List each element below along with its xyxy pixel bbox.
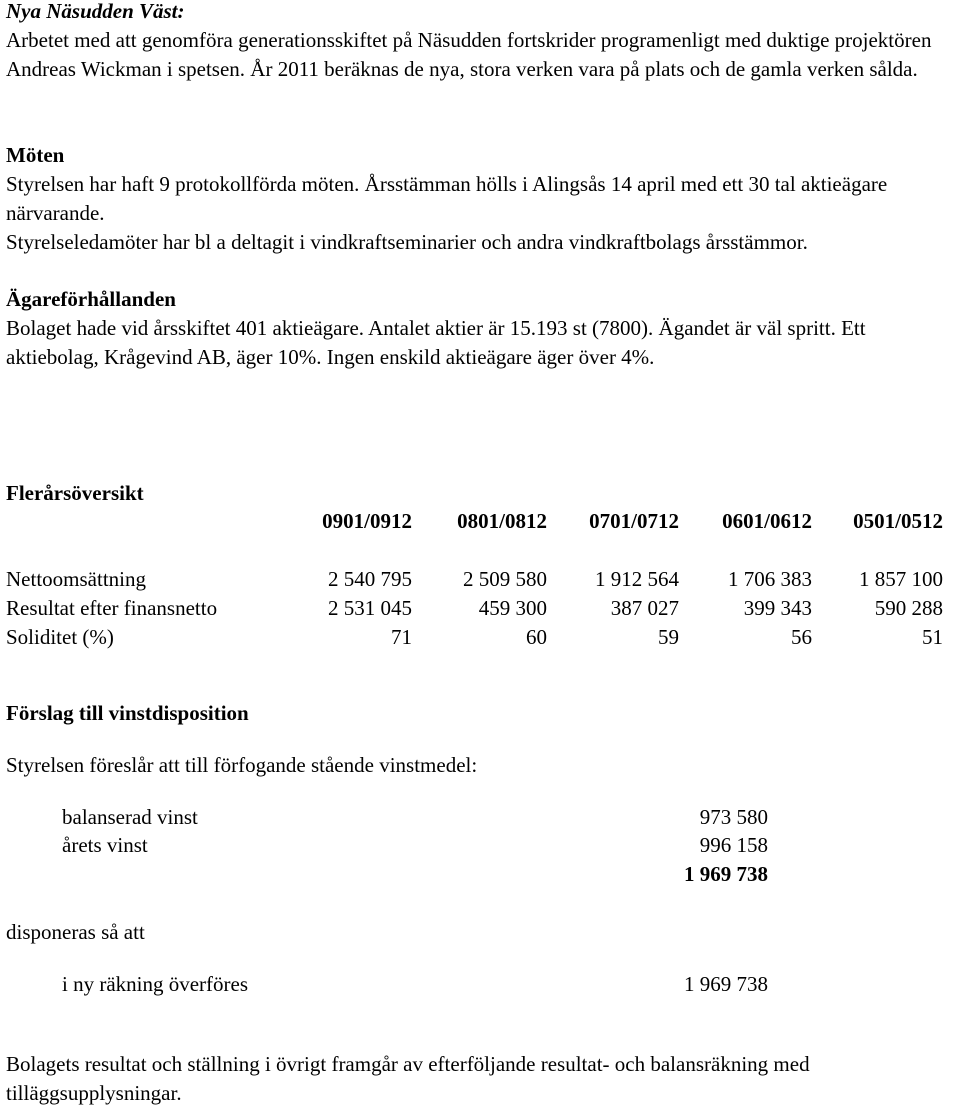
table-cell: 60 bbox=[526, 625, 547, 649]
closing-paragraph: Bolagets resultat och ställning i övrigt framgår av efterföljande resultat- och balansräkning med tilläggsupplysningar. bbox=[6, 1052, 810, 1105]
paragraph-agareforhallanden: Bolaget hade vid årsskiftet 401 aktieägare. Antalet aktier är 15.193 st (7800). Ägandet är väl spritt. Ett aktiebolag, Krågevind AB, äger 10%. Ingen enskild aktieägare äger över 4%. bbox=[6, 316, 866, 369]
paragraph-moten-1: Styrelsen har haft 9 protokollförda möten. Årsstämman hölls i Alingsås 14 april med ett 30 tal aktieägare närvarande. bbox=[6, 172, 888, 225]
heading-flerarsoversikt: Flerårsöversikt bbox=[6, 481, 144, 505]
period-header: 0801/0812 bbox=[457, 509, 547, 533]
period-header: 0901/0912 bbox=[322, 509, 412, 533]
table-cell: 71 bbox=[391, 625, 412, 649]
table-cell: 1 912 564 bbox=[595, 567, 679, 591]
heading-nya-nasudden: Nya Näsudden Väst: bbox=[6, 0, 185, 23]
section-moten bbox=[6, 141, 956, 257]
section-agareforhallanden bbox=[6, 285, 956, 372]
disposed-label: disponeras så att bbox=[6, 920, 145, 944]
table-cell: 1 857 100 bbox=[859, 567, 943, 591]
table-cell: 459 300 bbox=[478, 596, 547, 620]
table-cell: 387 027 bbox=[610, 596, 679, 620]
disposition-item-value: 973 580 bbox=[699, 805, 768, 829]
table-cell: 56 bbox=[791, 625, 812, 649]
transfer-label: i ny räkning överföres bbox=[62, 972, 249, 996]
table-cell: 590 288 bbox=[874, 596, 943, 620]
paragraph-moten-2: Styrelseledamöter har bl a deltagit i vindkraftseminarier och andra vindkraftbolags årsstämmor. bbox=[6, 230, 808, 254]
table-cell: 2 509 580 bbox=[463, 567, 547, 591]
disposition-intro: Styrelsen föreslår att till förfogande stående vinstmedel: bbox=[6, 753, 478, 777]
row-label: Soliditet (%) bbox=[6, 625, 114, 649]
disposition-total: 1 969 738 bbox=[684, 862, 768, 886]
transfer-value: 1 969 738 bbox=[684, 972, 768, 996]
section-nya-nasudden bbox=[6, 0, 956, 84]
disposition-item-label: årets vinst bbox=[62, 833, 148, 857]
disposition-item-value: 996 158 bbox=[699, 833, 768, 857]
period-header: 0701/0712 bbox=[589, 509, 679, 533]
heading-vinstdisposition: Förslag till vinstdisposition bbox=[6, 701, 249, 725]
paragraph-nya-nasudden: Arbetet med att genomföra generationsskiftet på Näsudden fortskrider programenligt med duktige projektören Andreas Wickman i spetsen. År 2011 beräknas de nya, stora verken vara på plats och de gamla verken sålda. bbox=[6, 28, 932, 81]
table-cell: 2 540 795 bbox=[328, 567, 412, 591]
table-cell: 59 bbox=[658, 625, 679, 649]
row-label: Resultat efter finansnetto bbox=[6, 596, 218, 620]
row-label: Nettoomsättning bbox=[6, 567, 146, 591]
table-cell: 51 bbox=[922, 625, 943, 649]
period-header: 0601/0612 bbox=[722, 509, 812, 533]
heading-moten: Möten bbox=[6, 143, 65, 167]
table-cell: 399 343 bbox=[743, 596, 812, 620]
table-cell: 1 706 383 bbox=[728, 567, 812, 591]
period-header: 0501/0512 bbox=[853, 509, 943, 533]
heading-agareforhallanden: Ägareförhållanden bbox=[6, 287, 176, 311]
disposition-item-label: balanserad vinst bbox=[62, 805, 198, 829]
table-cell: 2 531 045 bbox=[328, 596, 412, 620]
